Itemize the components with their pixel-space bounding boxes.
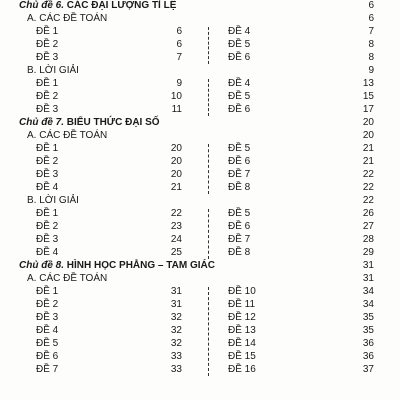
entry-label: ĐỀ 4 [36,325,59,336]
chapter-page: 6 [368,0,374,11]
entry-label: ĐỀ 4 [228,26,251,37]
section-label: B. LỜI GIẢI [27,195,79,206]
chapter-prefix: Chủ đề 8. [19,260,65,271]
section-page: 22 [362,195,374,206]
entry-page: 8 [368,39,374,50]
entry-label: ĐỀ 16 [228,364,256,375]
entry-label: ĐỀ 6 [228,52,251,63]
entry-page: 15 [362,91,374,102]
entry-page: 29 [362,247,374,258]
entry-page: 26 [362,208,374,219]
chapter-page: 31 [362,260,374,271]
section-label: B. LỜI GIẢI [27,65,79,76]
entry-page: 21 [362,143,374,154]
entry-label: ĐỀ 6 [228,104,251,115]
entry-page: 22 [362,182,374,193]
section-label: A. CÁC ĐỀ TOÁN [27,273,108,284]
entry-label: ĐỀ 6 [36,351,59,362]
column-divider [208,209,209,259]
entry-label: ĐỀ 7 [228,234,251,245]
entry-page: 31 [170,299,182,310]
chapter-title: CÁC ĐẠI LƯỢNG TỈ LỆ [66,0,177,11]
entry-page: 32 [170,312,182,323]
entry-label: ĐỀ 3 [36,312,59,323]
entry-page: 33 [170,351,182,362]
entry-page: 20 [170,143,182,154]
entry-page: 20 [170,169,182,180]
entry-page: 21 [362,156,374,167]
section-page: 31 [362,273,374,284]
entry-page: 10 [170,91,182,102]
entry-page: 22 [170,208,182,219]
entry-label: ĐỀ 1 [36,143,59,154]
section-page: 9 [368,65,374,76]
entry-page: 6 [176,39,182,50]
chapter-heading [19,117,160,129]
entry-label: ĐỀ 4 [228,78,251,89]
entry-page: 34 [362,299,374,310]
entry-label: ĐỀ 1 [36,208,59,219]
entry-page: 32 [170,325,182,336]
entry-label: ĐỀ 5 [228,208,251,219]
entry-label: ĐỀ 2 [36,39,59,50]
entry-label: ĐỀ 4 [36,247,59,258]
column-divider [208,27,209,64]
entry-label: ĐỀ 13 [228,325,256,336]
entry-label: ĐỀ 5 [228,143,251,154]
column-divider [208,79,209,116]
entry-label: ĐỀ 8 [228,247,251,258]
section-page: 6 [368,13,374,24]
entry-page: 36 [362,351,374,362]
entry-page: 31 [170,286,182,297]
entry-page: 34 [362,286,374,297]
entry-page: 28 [362,234,374,245]
entry-page: 13 [362,78,374,89]
entry-label: ĐỀ 7 [36,364,59,375]
entry-page: 20 [170,156,182,167]
entry-label: ĐỀ 6 [228,221,251,232]
entry-label: ĐỀ 5 [228,39,251,50]
entry-page: 36 [362,338,374,349]
entry-label: ĐỀ 3 [36,169,59,180]
entry-page: 7 [176,52,182,63]
chapter-title: HÌNH HỌC PHẲNG – TAM GIÁC [66,260,215,271]
chapter-heading [19,0,176,12]
entry-page: 37 [362,364,374,375]
entry-label: ĐỀ 2 [36,91,59,102]
chapter-prefix: Chủ đề 7. [19,117,65,128]
entry-page: 27 [362,221,374,232]
entry-page: 22 [362,169,374,180]
entry-page: 7 [368,26,374,37]
entry-label: ĐỀ 2 [36,221,59,232]
entry-page: 6 [176,26,182,37]
entry-label: ĐỀ 10 [228,286,256,297]
entry-label: ĐỀ 2 [36,156,59,167]
entry-label: ĐỀ 3 [36,52,59,63]
entry-label: ĐỀ 8 [228,182,251,193]
entry-label: ĐỀ 1 [36,26,59,37]
entry-label: ĐỀ 3 [36,104,59,115]
entry-label: ĐỀ 14 [228,338,256,349]
entry-label: ĐỀ 5 [228,91,251,102]
entry-label: ĐỀ 1 [36,286,59,297]
entry-page: 17 [362,104,374,115]
chapter-page: 20 [362,117,374,128]
section-page: 20 [362,130,374,141]
chapter-prefix: Chủ đề 6. [19,0,65,11]
section-label: A. CÁC ĐỀ TOÁN [27,130,108,141]
entry-page: 8 [368,52,374,63]
entry-page: 35 [362,312,374,323]
column-divider [208,144,209,194]
entry-label: ĐỀ 7 [228,169,251,180]
entry-page: 23 [170,221,182,232]
entry-page: 21 [170,182,182,193]
chapter-title: BIỂU THỨC ĐẠI SỐ [66,117,160,128]
entry-page: 24 [170,234,182,245]
entry-page: 35 [362,325,374,336]
entry-page: 9 [176,78,182,89]
entry-label: ĐỀ 4 [36,182,59,193]
section-label: A. CÁC ĐỀ TOÁN [27,13,108,24]
entry-page: 33 [170,364,182,375]
entry-label: ĐỀ 3 [36,234,59,245]
entry-label: ĐỀ 2 [36,299,59,310]
column-divider [208,287,209,376]
entry-page: 11 [171,104,182,115]
entry-label: ĐỀ 11 [228,299,256,310]
entry-label: ĐỀ 5 [36,338,59,349]
entry-label: ĐỀ 15 [228,351,256,362]
entry-label: ĐỀ 12 [228,312,256,323]
chapter-heading [19,260,215,272]
entry-page: 25 [170,247,182,258]
entry-page: 32 [170,338,182,349]
entry-label: ĐỀ 6 [228,156,251,167]
entry-label: ĐỀ 1 [36,78,59,89]
